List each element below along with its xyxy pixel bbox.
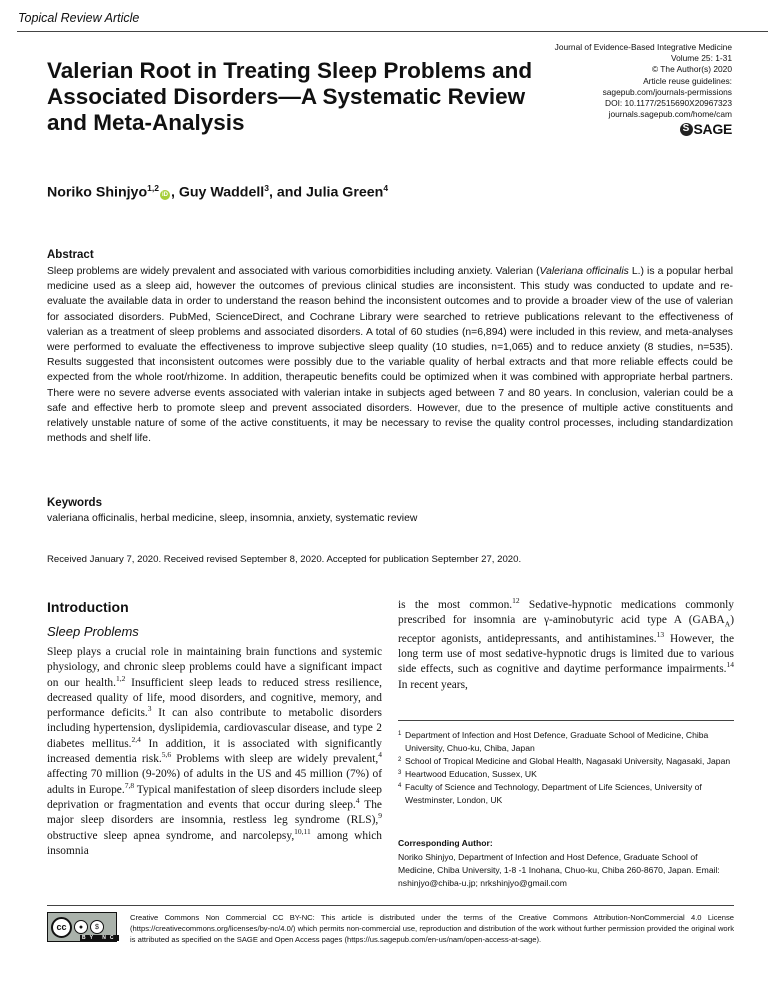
body-text: Problems with sleep are widely prevalent, — [171, 753, 379, 766]
abstract-text-part: Sleep problems are widely prevalent and associated with various comorbidities including anxiety. Valerian ( — [47, 266, 540, 277]
author-separator: , — [170, 184, 179, 201]
body-text: among which insomnia — [47, 829, 382, 857]
affiliation-footnotes — [398, 729, 734, 807]
reuse-guidelines-label: Article reuse guidelines: — [643, 75, 732, 86]
body-text: Sedative-hypnotic medications commonly prescribed for insomnia are γ-aminobutyric acid type A (GABA — [398, 599, 735, 627]
subscript: A — [724, 619, 731, 629]
journal-home-link[interactable]: journals.sagepub.com/home/cam — [608, 109, 732, 120]
body-text: However, the long term use of most sedative-hypnotic drugs is limited due to various side effects, such as cognitive and daytime performance impairments. — [398, 632, 734, 676]
keywords-heading: Keywords — [47, 497, 102, 509]
article-title: Valerian Root in Treating Sleep Problems and Associated Disorders—A Systematic Review and Meta-Analysis — [47, 58, 533, 135]
citation[interactable]: 1,2 — [115, 673, 126, 683]
body-text: Typical manifestation of sleep disorders include sleep deprivation or fragmentation and events that occur during sleep. — [47, 783, 382, 811]
body-text: is the most common. — [398, 599, 513, 611]
body-text: obstructive sleep apnea syndrome, and narcolepsy, — [47, 829, 295, 842]
body-text: In recent years, — [398, 678, 468, 691]
body-text: ) receptor agonists, antidepressants, and antihistamines. — [398, 614, 734, 645]
author-separator: , and — [268, 184, 307, 201]
footnote-text: Heartwood Education, Sussex, UK — [405, 769, 537, 779]
footnote-text: Faculty of Science and Technology, Department of Life Sciences, University of Westminster, London, UK — [405, 782, 702, 805]
body-text: affecting 70 million (9-20%) of adults in the US and 45 million (7%) of adults in Europe. — [47, 768, 382, 796]
author-name: Guy Waddell — [178, 184, 265, 201]
footnote-text: Department of Infection and Host Defence, Graduate School of Medicine, Chiba University, Chuo-ku, Chiba, Japan — [405, 730, 709, 753]
cc-badge-labels — [80, 935, 119, 941]
author-affiliation: 3 — [264, 183, 269, 193]
journal-info — [555, 42, 732, 120]
citation[interactable]: 10,11 — [294, 826, 311, 836]
footnote-text: School of Tropical Medicine and Global Health, Nagasaki University, Nagasaki, Japan — [405, 756, 731, 766]
citation[interactable]: 13 — [656, 630, 665, 640]
citation[interactable]: 4 — [378, 750, 382, 760]
citation[interactable]: 12 — [512, 596, 520, 606]
body-text: Insufficient sleep leads to reduced stress resilience, decreased quality of life, mood disorders, and cognitive, memory, and performance deficits. — [47, 676, 382, 720]
introduction-left-column — [47, 645, 382, 859]
body-text: Sleep plays a crucial role in maintaining brain functions and systemic physiology, and chronic sleep problems could have a significant impact on our health. — [47, 646, 382, 689]
header-rule — [17, 31, 768, 32]
sage-logo — [680, 121, 732, 137]
footnote-number: 2 — [398, 757, 402, 763]
section-heading-introduction: Introduction — [47, 599, 129, 615]
author-name: Julia Green — [306, 184, 384, 201]
orcid-icon[interactable]: iD — [161, 191, 168, 198]
footnote-rule — [398, 720, 734, 721]
article-type-label: Topical Review Article — [18, 11, 140, 25]
permissions-link[interactable]: sagepub.com/journals-permissions — [602, 86, 732, 97]
abstract-text-part: L.) is a popular herbal medicine used as a sleep aid, however the outcomes of previous clinical studies are inconsistent. This study was conducted to update and re-evaluate the available data in order to understand the reason behind the inconsistent outcomes and to provide a broader view of the use of valerian for associated disorders. PubMed, ScienceDirect, and Cochrane Library were searched to retrieve publications relevant to the effectiveness of valerian as a treatment of sleep problems and associated disorders. A total of 60 studies (n=6,894) were included in this review, and meta-analyses were performed to evaluate the effectiveness to improve subjective sleep quality (10 studies, n=1,065) and to reduce anxiety (8 studies, n=535). Results suggested that inconsistent outcomes were possibly due to the variable quality of herbal extracts and that more reliable effects could be expected from the whole root/rhizome. In addition, therapeutic benefits could be optimized when it was combined with appropriate herbal partners. There were no severe adverse events associated with valerian intake in subjects aged between 7 and 80 years. In conclusion, valerian could be a safe and effective herb to promote sleep and prevent associated disorders. However, due to the presence of multiple active constituents and relatively unstable nature of some of the active constituents, it may be necessary to revise the quality control processes, including standardization methods and shelf life. — [47, 266, 734, 445]
author-affiliation: 4 — [383, 183, 389, 193]
doi-link[interactable]: DOI: 10.1177/2515690X20967323 — [605, 98, 732, 109]
footnote-number: 4 — [398, 783, 402, 789]
corresponding-author-details: Noriko Shinjyo, Department of Infection and Host Defence, Graduate School of Medicine, Chiba University, 1-8 -1 Inohana, Chuo-ku, Chiba 260-8670, Japan. Email: nshinjyo@chiba-u.jp; nrkshinjyo@gmail.com — [398, 852, 720, 888]
keywords-list: valeriana officinalis, herbal medicine, sleep, insomnia, anxiety, systematic review — [47, 513, 418, 524]
sage-logo-text: SAGE — [693, 121, 732, 137]
introduction-right-column — [398, 598, 734, 693]
citation[interactable]: 7,8 — [124, 780, 135, 790]
abstract-body — [47, 264, 733, 446]
subsection-heading-sleep-problems: Sleep Problems — [47, 624, 139, 639]
journal-volume: Volume 25: 1-31 — [671, 53, 732, 64]
author-list — [47, 183, 388, 201]
journal-name: Journal of Evidence-Based Integrative Medicine — [554, 42, 732, 52]
footnote-item — [398, 768, 734, 781]
body-text: The major sleep disorders are insomnia, restless leg syndrome (RLS), — [47, 798, 382, 827]
footnote-number: 3 — [398, 770, 402, 776]
badge-by-label: BY — [82, 935, 97, 941]
copyright: © The Author(s) 2020 — [651, 64, 732, 75]
footnote-number: 1 — [398, 731, 402, 737]
noncommercial-icon: $ — [90, 920, 104, 934]
body-text: It can also contribute to metabolic disorders including hypertension, dyslipidemia, cardiovascular disease, and type 2 diabetes mellitus. — [47, 707, 382, 750]
footnote-item — [398, 781, 734, 807]
corresponding-author-heading: Corresponding Author: — [398, 838, 493, 848]
footnote-item — [398, 755, 734, 768]
footnote-item — [398, 729, 734, 755]
citation[interactable]: 9 — [378, 811, 382, 821]
citation[interactable]: 3 — [147, 704, 152, 714]
creative-commons-icon: cc — [51, 917, 72, 938]
author-name: Noriko Shinjyo — [47, 184, 148, 201]
license-statement: Creative Commons Non Commercial CC BY-NC: This article is distributed under the terms of the Creative Commons Attribution-NonCommercial 4.0 License (https://creativecommons.org/licenses/by-nc/4.0/) which permits non-commercial use, reproduction and distribution of the work without further permission provided the original work is attributed as specified on the SAGE and Open Access pages (https://us.sagepub.com/en-us/nam/open-access-at-sage). — [130, 913, 734, 944]
abstract-heading: Abstract — [47, 249, 94, 261]
badge-nc-label: NC — [102, 935, 118, 941]
abstract-species-name: Valeriana officinalis — [539, 266, 629, 277]
license-rule — [47, 905, 734, 906]
citation[interactable]: 14 — [726, 660, 734, 670]
body-text: In addition, it is associated with significantly increased dementia risk. — [47, 737, 382, 766]
citation[interactable]: 2,4 — [131, 734, 141, 744]
sage-s-icon: S — [680, 123, 693, 136]
citation[interactable]: 4 — [355, 796, 360, 806]
attribution-icon: ● — [74, 920, 88, 934]
citation[interactable]: 5,6 — [161, 750, 172, 760]
author-affiliation: 1,2 — [147, 183, 159, 193]
received-dates: Received January 7, 2020. Received revised September 8, 2020. Accepted for publication September 27, 2020. — [47, 554, 522, 565]
